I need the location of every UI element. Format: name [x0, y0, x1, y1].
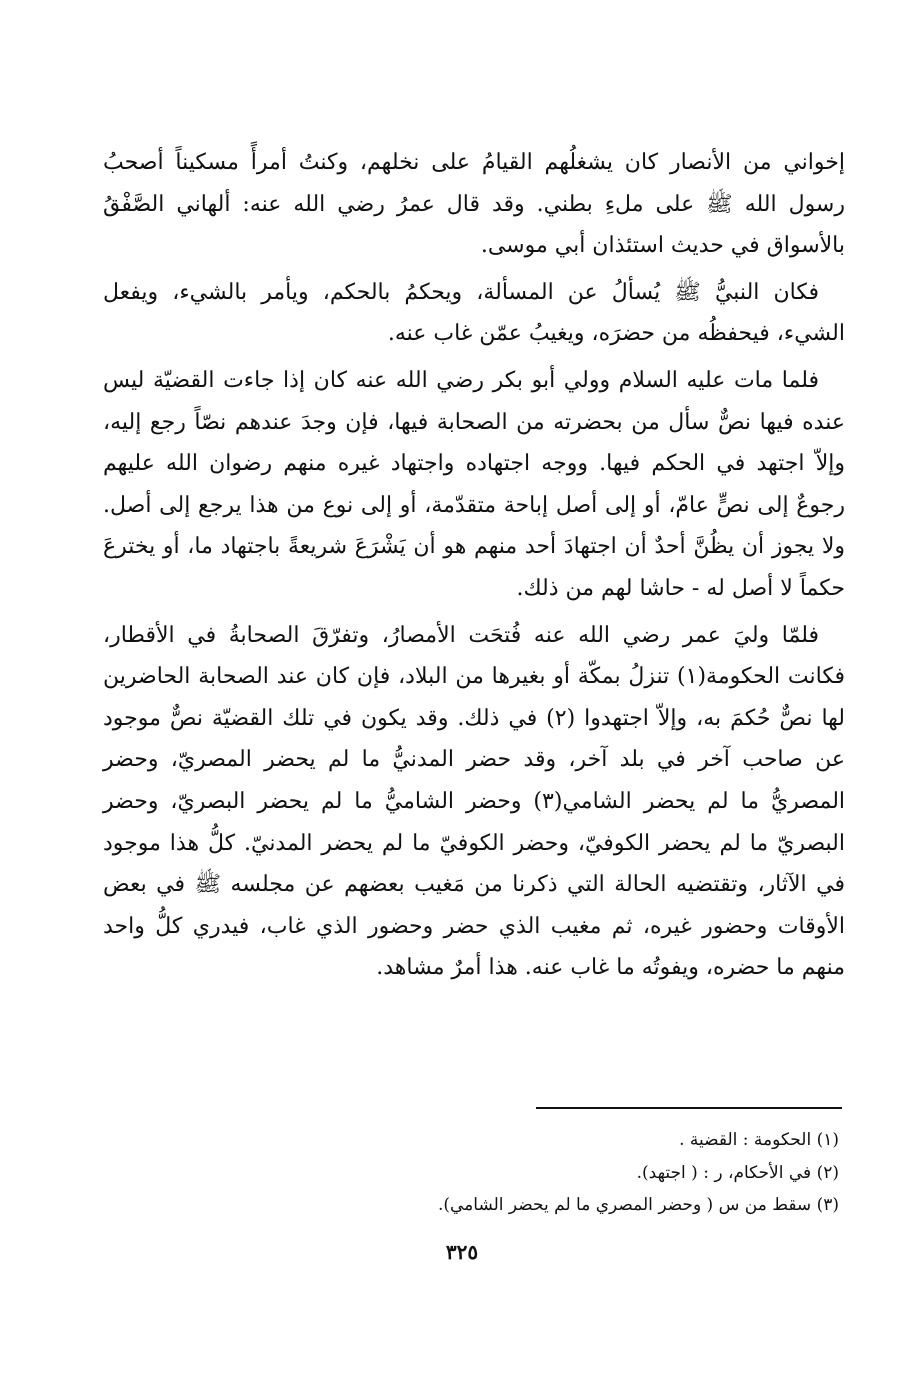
- paragraph: فلما مات عليه السلام وولي أبو بكر رضي الله عنه كان إذا جاءت القضيّة ليس عنده فيها نصٌّ سأل من بحضرته من الصحابة فيها، فإن وجدَ عندهم نصّاً رجع إليه، وإلاّ اجتهد في الحكم فيها. ووجه اجتهاده واجتهاد غيره منهم رضوان الله عليهم رجوعٌ إلى نصٍّ عامّ، أو إلى أصل إباحة متقدّمة، أو إلى نوع من هذا يرجع إلى أصل. ولا يجوز أن يظُنَّ أحدٌ أن اجتهادَ أحد منهم هو أن يَشْرَعَ شريعةً باجتهاد ما، أو يخترعَ حكماً لا أصل له - حاشا لهم من ذلك.: [103, 367, 845, 601]
- page-number: ٣٢٥: [445, 1240, 479, 1264]
- paragraph: فلمّا وليَ عمر رضي الله عنه فُتحَت الأمصارُ، وتفرّقَ الصحابةُ في الأقطار، فكانت الحكومة(١) تنزلُ بمكّة أو بغيرها من البلاد، فإن كان عند الصحابة الحاضرين لها نصٌّ حُكمَ به، وإلاّ اجتهدوا (٢) في ذلك. وقد يكون في تلك القضيّة نصٌّ موجود عن صاحب آخر في بلد آخر، وقد حضر المدنيُّ ما لم يحضر المصريّ، وحضر المصريُّ ما لم يحضر الشامي(٣) وحضر الشاميُّ ما لم يحضر البصريّ، وحضر البصريّ ما لم يحضر الكوفيّ، وحضر الكوفيّ ما لم يحضر المدنيّ. كلُّ هذا موجود في الآثار، وتقتضيه الحالة التي ذكرنا من مَغيب بعضهم عن مجلسه ﷺ في بعض الأوقات وحضور غيره، ثم مغيب الذي حضر وحضور الذي غاب، فيدري كلُّ واحد منهم ما حضره، ويفوتُه ما غاب عنه. هذا أمرٌ مشاهد.: [103, 622, 846, 981]
- footnote-1: (١) الحكومة : القضية .: [679, 1130, 839, 1150]
- footnotes: [300, 1124, 839, 1222]
- footnote-2: (٢) في الأحكام، ر : ( اجتهد).: [636, 1162, 839, 1183]
- main-text: [103, 142, 845, 989]
- footnote-divider: [536, 1107, 842, 1109]
- footnote-3: (٣) سقط من س ( وحضر المصري ما لم يحضر الشامي).: [437, 1195, 839, 1215]
- paragraph: فكان النبيُّ ﷺ يُسألُ عن المسألة، ويحكمُ بالحكم، ويأمر بالشيء، ويفعل الشيء، فيحفظُه من حضرَه، ويغيبُ عمّن غاب عنه.: [103, 279, 845, 347]
- paragraph: إخواني من الأنصار كان يشغلُهم القيامُ على نخلهم، وكنتُ أمرأً مسكيناً أصحبُ رسول الله ﷺ على ملءِ بطني. وقد قال عمرُ رضي الله عنه: ألهاني الصَّفْقُ بالأسواق في حديث استئذان أبي موسى.: [103, 150, 845, 259]
